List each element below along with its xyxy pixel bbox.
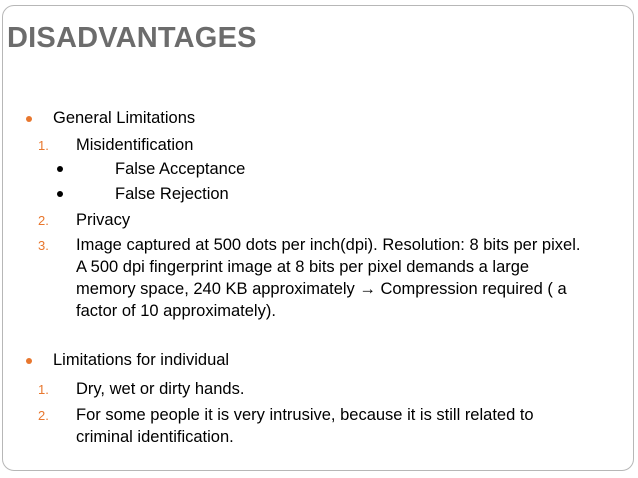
bullet-icon xyxy=(57,166,63,172)
list-item-line: Image captured at 500 dots per inch(dpi). Resolution: 8 bits per pixel. xyxy=(76,236,581,254)
item-number: 1. xyxy=(38,382,49,397)
list-item: Dry, wet or dirty hands. xyxy=(76,380,245,398)
list-item: Privacy xyxy=(76,211,131,229)
bullet-icon xyxy=(57,191,63,197)
item-number: 1. xyxy=(38,138,49,153)
slide-title: DISADVANTAGES xyxy=(7,22,257,54)
bullet-icon xyxy=(26,116,32,122)
sub-list-item: False Acceptance xyxy=(115,160,246,178)
item-number: 2. xyxy=(38,213,49,228)
item-number: 3. xyxy=(38,238,49,253)
list-item-line: memory space, 240 KB approximately → Compression required ( a xyxy=(76,280,567,298)
list-item-line: criminal identification. xyxy=(76,428,234,446)
list-item-line: For some people it is very intrusive, because it is still related to xyxy=(76,406,534,424)
sub-list-item: False Rejection xyxy=(115,185,229,203)
section-heading: Limitations for individual xyxy=(53,351,230,369)
list-item: Misidentification xyxy=(76,136,194,154)
bullet-icon xyxy=(26,358,32,364)
section-heading: General Limitations xyxy=(53,109,196,127)
item-number: 2. xyxy=(38,408,49,423)
list-item-line: A 500 dpi fingerprint image at 8 bits per pixel demands a large xyxy=(76,258,530,276)
list-item-line: factor of 10 approximately). xyxy=(76,302,276,320)
